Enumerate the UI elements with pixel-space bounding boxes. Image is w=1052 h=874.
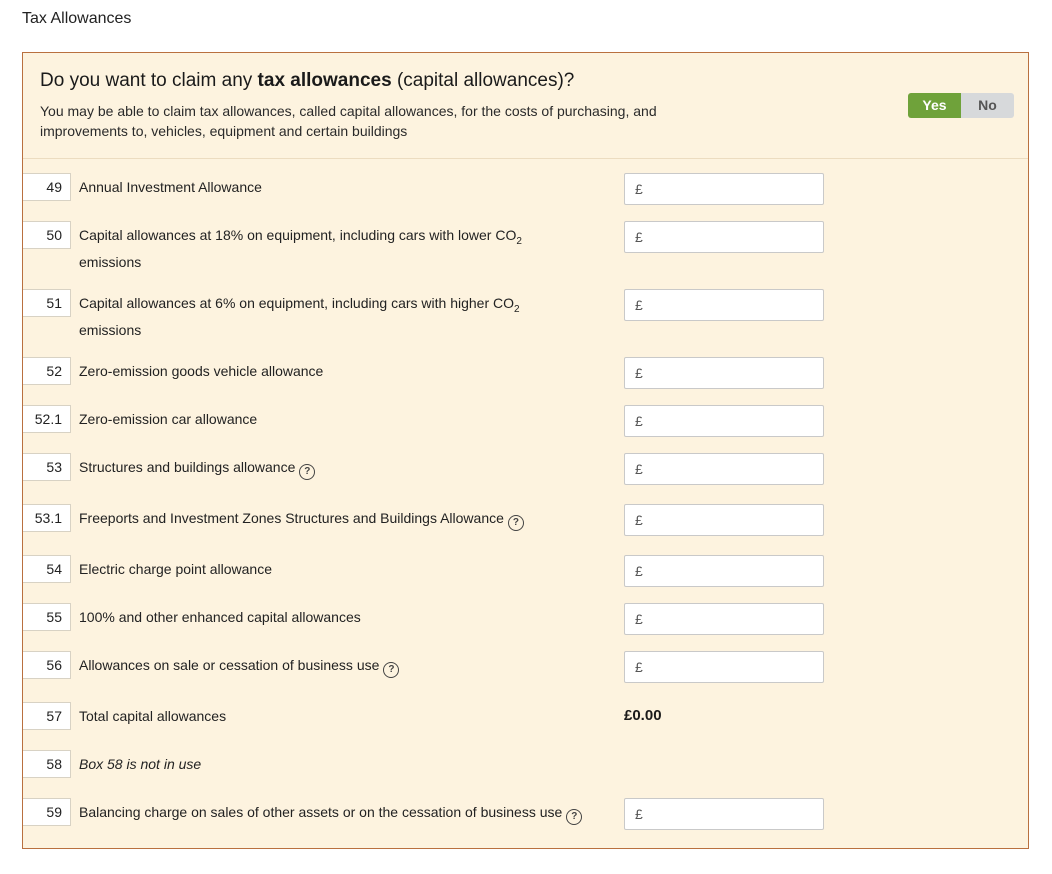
pound-sign: £: [635, 297, 643, 313]
structures-buildings-input[interactable]: [624, 453, 824, 485]
box-number: 54: [23, 555, 71, 583]
amount-field[interactable]: [649, 359, 823, 389]
box-number: 58: [23, 750, 71, 778]
box-number: 50: [23, 221, 71, 249]
freeports-structures-input[interactable]: [624, 504, 824, 536]
row-label: Allowances on sale or cessation of business use ?: [79, 655, 619, 678]
row-label: Electric charge point allowance: [79, 561, 272, 577]
row-label: Total capital allowances: [79, 708, 227, 724]
capital-allowances-6-input[interactable]: [624, 289, 824, 321]
pound-sign: £: [635, 512, 643, 528]
pound-sign: £: [635, 413, 643, 429]
box-number: 51: [23, 289, 71, 317]
zero-emission-goods-vehicle-input[interactable]: [624, 357, 824, 389]
electric-charge-point-input[interactable]: [624, 555, 824, 587]
help-icon[interactable]: ?: [383, 662, 399, 678]
row-label: Capital allowances at 18% on equipment, including cars with lower $CO_2$ emissions: [79, 227, 522, 270]
pound-sign: £: [635, 611, 643, 627]
row-label: 100% and other enhanced capital allowances: [79, 609, 361, 625]
amount-field[interactable]: [649, 407, 823, 437]
row-label: Box 58 is not in use: [79, 756, 202, 772]
claim-question: [23, 53, 1028, 159]
pound-sign: £: [635, 181, 643, 197]
box-number: 52.1: [23, 405, 71, 433]
row-label: Capital allowances at 6% on equipment, including cars with higher $CO_2$ emissions: [79, 295, 520, 338]
amount-field[interactable]: [649, 605, 823, 635]
enhanced-capital-allowances-input[interactable]: [624, 603, 824, 635]
row-label: Zero-emission car allowance: [79, 411, 258, 427]
amount-field[interactable]: [649, 506, 823, 536]
amount-field[interactable]: [649, 223, 823, 253]
pound-sign: £: [635, 659, 643, 675]
box-number: 56: [23, 651, 71, 679]
help-icon[interactable]: ?: [566, 809, 582, 825]
zero-emission-car-input[interactable]: [624, 405, 824, 437]
total-capital-allowances-value: £0.00: [624, 707, 662, 724]
yes-button[interactable]: Yes: [908, 93, 961, 118]
amount-field[interactable]: [649, 653, 823, 683]
pound-sign: £: [635, 365, 643, 381]
tax-allowances-panel: [22, 52, 1029, 849]
page-title: Tax Allowances: [22, 10, 132, 27]
question-title: Do you want to claim any tax allowances (capital allowances)?: [40, 70, 575, 91]
amount-field[interactable]: [649, 800, 823, 830]
no-button[interactable]: No: [961, 93, 1014, 118]
box-number: 49: [23, 173, 71, 201]
help-icon[interactable]: ?: [508, 515, 524, 531]
row-label: Freeports and Investment Zones Structures and Buildings Allowance ?: [79, 508, 619, 531]
amount-field[interactable]: [649, 557, 823, 587]
box-number: 57: [23, 702, 71, 730]
sale-cessation-allowances-input[interactable]: [624, 651, 824, 683]
amount-field[interactable]: [649, 291, 823, 321]
amount-field[interactable]: [649, 455, 823, 485]
box-number: 59: [23, 798, 71, 826]
row-label: Annual Investment Allowance: [79, 179, 262, 195]
amount-field[interactable]: [649, 175, 823, 205]
pound-sign: £: [635, 563, 643, 579]
annual-investment-allowance-input[interactable]: [624, 173, 824, 205]
help-icon[interactable]: ?: [299, 464, 315, 480]
row-label: Balancing charge on sales of other assets or on the cessation of business use ?: [79, 802, 639, 825]
row-label: Zero-emission goods vehicle allowance: [79, 363, 324, 379]
capital-allowances-18-input[interactable]: [624, 221, 824, 253]
balancing-charge-input[interactable]: [624, 798, 824, 830]
box-number: 53: [23, 453, 71, 481]
box-number: 55: [23, 603, 71, 631]
pound-sign: £: [635, 229, 643, 245]
pound-sign: £: [635, 806, 643, 822]
row-label: Structures and buildings allowance ?: [79, 457, 619, 480]
yes-no-toggle: [908, 93, 1014, 118]
question-description: You may be able to claim tax allowances, called capital allowances, for the costs of purchasing, and improvements to, vehicles, equipment and certain buildings: [40, 103, 657, 139]
pound-sign: £: [635, 461, 643, 477]
box-number: 52: [23, 357, 71, 385]
box-number: 53.1: [23, 504, 71, 532]
